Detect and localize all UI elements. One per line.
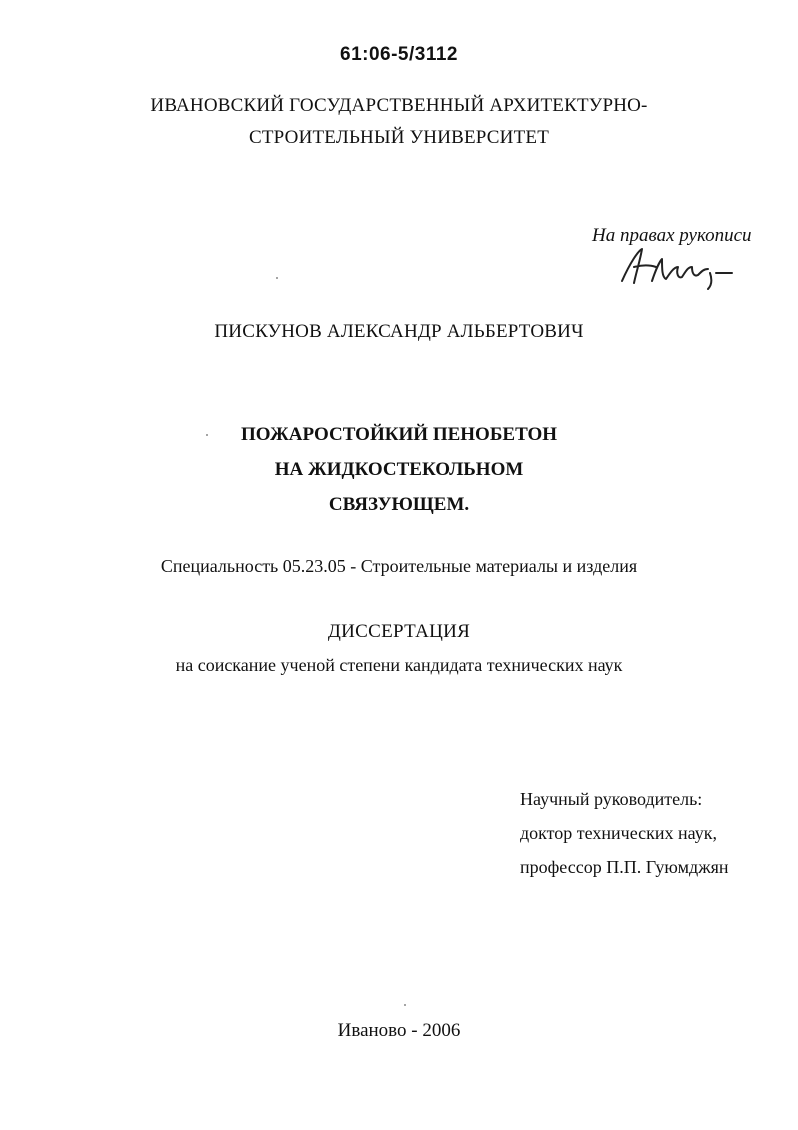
dissertation-title-line-2: НА ЖИДКОСТЕКОЛЬНОМ [274, 459, 524, 480]
author-name: ПИСКУНОВ АЛЕКСАНДР АЛЬБЕРТОВИЧ [214, 321, 584, 342]
university-name-line-2: СТРОИТЕЛЬНЫЙ УНИВЕРСИТЕТ [248, 127, 550, 148]
dissertation-title-line-3: СВЯЗУЮЩЕМ. [328, 494, 470, 515]
manuscript-rights-note: На правах рукописи [592, 225, 752, 246]
author-signature [612, 243, 742, 293]
dissertation-title-line-1: ПОЖАРОСТОЙКИЙ ПЕНОБЕТОН [240, 424, 558, 445]
university-name-line-1: ИВАНОВСКИЙ ГОСУДАРСТВЕННЫЙ АРХИТЕКТУРНО- [150, 95, 648, 116]
scan-speck [276, 277, 278, 279]
specialty: Специальность 05.23.05 - Строительные материалы и изделия [160, 556, 638, 576]
supervisor-name: профессор П.П. Гуюмджян [520, 857, 729, 877]
scan-speck [206, 434, 208, 436]
document-type: ДИССЕРТАЦИЯ [327, 621, 471, 642]
place-and-year: Иваново - 2006 [337, 1020, 461, 1041]
supervisor-label: Научный руководитель: [520, 789, 703, 809]
degree-sought: на соискание ученой степени кандидата технических наук [175, 655, 623, 675]
catalog-number: 61:06-5/3112 [340, 44, 458, 65]
scan-speck [404, 1004, 406, 1006]
supervisor-degree: доктор технических наук, [520, 823, 717, 843]
